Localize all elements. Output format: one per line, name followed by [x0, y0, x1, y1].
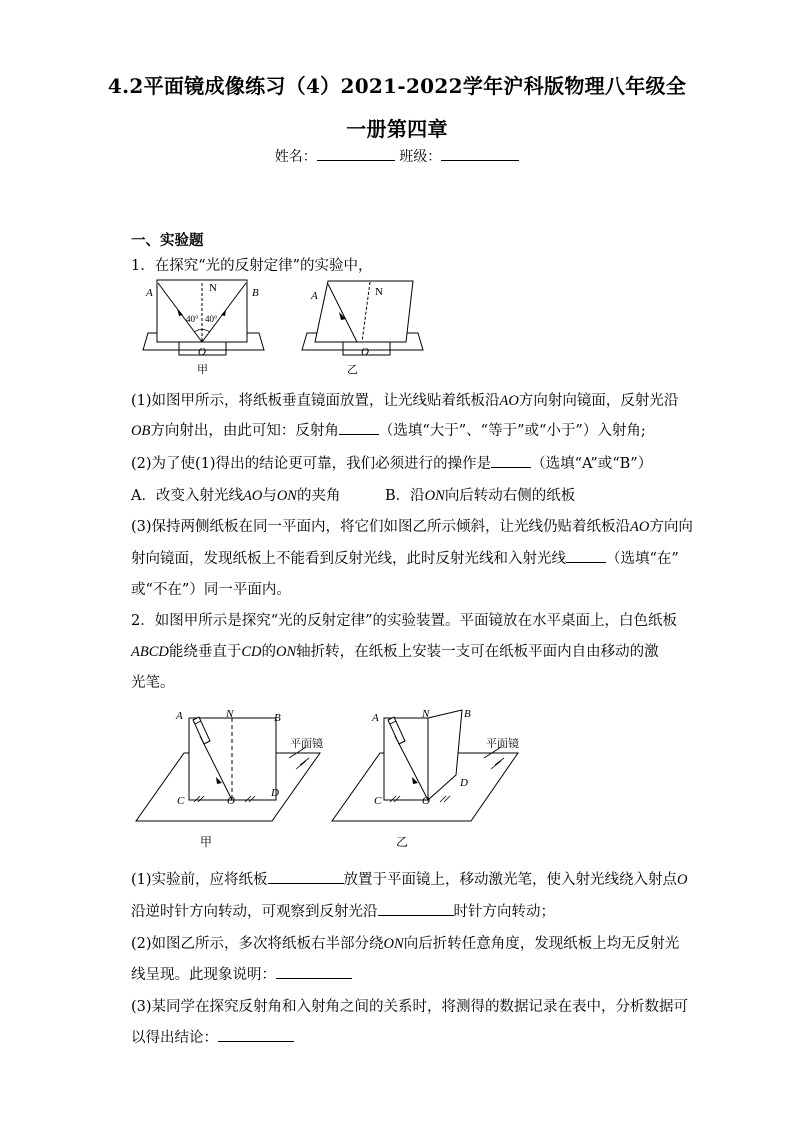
q2-part3-blank[interactable]: [218, 1041, 294, 1042]
q1-figure-yi: [302, 281, 423, 376]
q2-part3-line1: (3)某同学在探究反射角和入射角之间的关系时，将测得的数据记录在表中，分析数据可: [131, 999, 689, 1015]
q1-figures: [135, 275, 435, 380]
q1-part1-line2: OB方向射出，由此可知：反射角 （选填“大于”、“等于”或“小于”）入射角;: [131, 423, 646, 439]
q2-jia-label-D: D: [271, 787, 279, 799]
q2-jia-label-C: C: [177, 795, 185, 807]
q1-jia-label-N: N: [209, 282, 217, 294]
q2-yi-label-C: C: [374, 795, 382, 807]
q2-yi-label-A: A: [372, 712, 379, 724]
q1-jia-label-O: O: [198, 346, 206, 358]
q2-yi-label-B: B: [464, 708, 471, 720]
page-title-line2: 一册第四章: [346, 117, 448, 141]
q1-part3-answer-blank[interactable]: [566, 562, 606, 563]
q2-part2-blank[interactable]: [276, 978, 352, 979]
q2-jia-label-N: N: [226, 708, 234, 720]
q2-part2-line2: 线呈现。此现象说明：: [131, 963, 352, 984]
page-title-line1: 4.2平面镜成像练习（4）2021-2022学年沪科版物理八年级全: [107, 74, 687, 98]
q2-figures: [134, 703, 534, 853]
q1-part1-line1: (1)如图甲所示，将纸板垂直镜面放置，让光线贴着纸板沿AO方向射向镜面，反射光沿: [131, 393, 679, 409]
q2-part2-line1: (2)如图乙所示，多次将纸板右半部分绕ON向后折转任意角度，发现纸板上均无反射光: [131, 936, 680, 952]
section-title: 一、实验题: [131, 232, 204, 249]
q1-yi-label-A: A: [311, 290, 318, 302]
q2-stem-line1: 2．如图甲所示是探究“光的反射定律”的实验装置。平面镜放在水平桌面上，白色纸板: [131, 613, 678, 629]
q2-yi-label-D: D: [460, 777, 468, 789]
q2-stem-line2: ABCD能绕垂直于CD的ON轴折转，在纸板上安装一支可在纸板平面内自由移动的激: [131, 644, 659, 660]
name-class-row: [0, 146, 794, 166]
q1-stem: 1．在探究“光的反射定律”的实验中，: [131, 258, 373, 274]
q2-yi-mirror-label: 平面镜: [486, 738, 519, 750]
q2-part1-blank2[interactable]: [378, 915, 454, 916]
q1-jia-label-B: B: [252, 287, 259, 299]
q2-jia-label-O: O: [227, 795, 235, 807]
q1-jia-label-A: A: [146, 287, 153, 299]
q1-yi-caption: 乙: [347, 364, 358, 376]
q1-jia-angle-right: 40°: [205, 314, 218, 324]
q1-part3-line2: 射向镜面，发现纸板上不能看到反射光线，此时反射光线和入射光线 （选填“在”: [131, 551, 679, 567]
q2-jia-label-B: B: [274, 712, 281, 724]
q2-jia-label-A: A: [176, 710, 183, 722]
name-label: 姓名：: [274, 149, 317, 165]
q2-yi-label-O: O: [422, 795, 430, 807]
q1-part2-line: (2)为了使(1)得出的结论更可靠，我们必须进行的操作是 （选填“A”或“B”）: [131, 456, 653, 472]
q2-yi-label-N: N: [422, 708, 430, 720]
q1-figure-jia: [143, 280, 264, 376]
q2-figure-yi: [332, 708, 519, 849]
q2-figure-jia: [136, 708, 323, 849]
q1-option-b: B．沿ON向后转动右侧的纸板: [385, 488, 576, 504]
q2-stem-line3: 光笔。: [131, 675, 175, 691]
q1-jia-caption: 甲: [197, 364, 208, 376]
q2-jia-mirror-label: 平面镜: [290, 738, 323, 750]
q1-jia-angle-left: 40°: [186, 314, 199, 324]
q2-part1-line2: 沿逆时针方向转动，可观察到反射光沿 时针方向转动；: [131, 904, 555, 920]
q1-yi-label-N: N: [375, 286, 383, 298]
q2-part3-line2: 以得出结论：: [131, 1026, 294, 1047]
q1-yi-label-O: O: [361, 346, 369, 358]
name-blank[interactable]: [317, 160, 395, 161]
q2-yi-caption: 乙: [396, 835, 409, 849]
q1-part1-answer-blank[interactable]: [339, 434, 379, 435]
class-blank[interactable]: [441, 160, 519, 161]
q2-part1-line1: (1)实验前，应将纸板 放置于平面镜上，移动激光笔，使入射光线绕入射点O: [131, 872, 688, 888]
q1-option-a: A．改变入射光线AO与ON的夹角: [131, 488, 341, 504]
q2-jia-caption: 甲: [200, 835, 213, 849]
q2-part1-blank1[interactable]: [268, 883, 344, 884]
q1-part2-answer-blank[interactable]: [491, 467, 531, 468]
q1-part3-line1: (3)保持两侧纸板在同一平面内，将它们如图乙所示倾斜，让光线仍贴着纸板沿AO方向向: [131, 519, 693, 535]
q1-part3-line3: 或“不在”）同一平面内。: [131, 582, 291, 598]
class-label: 班级：: [399, 149, 442, 165]
